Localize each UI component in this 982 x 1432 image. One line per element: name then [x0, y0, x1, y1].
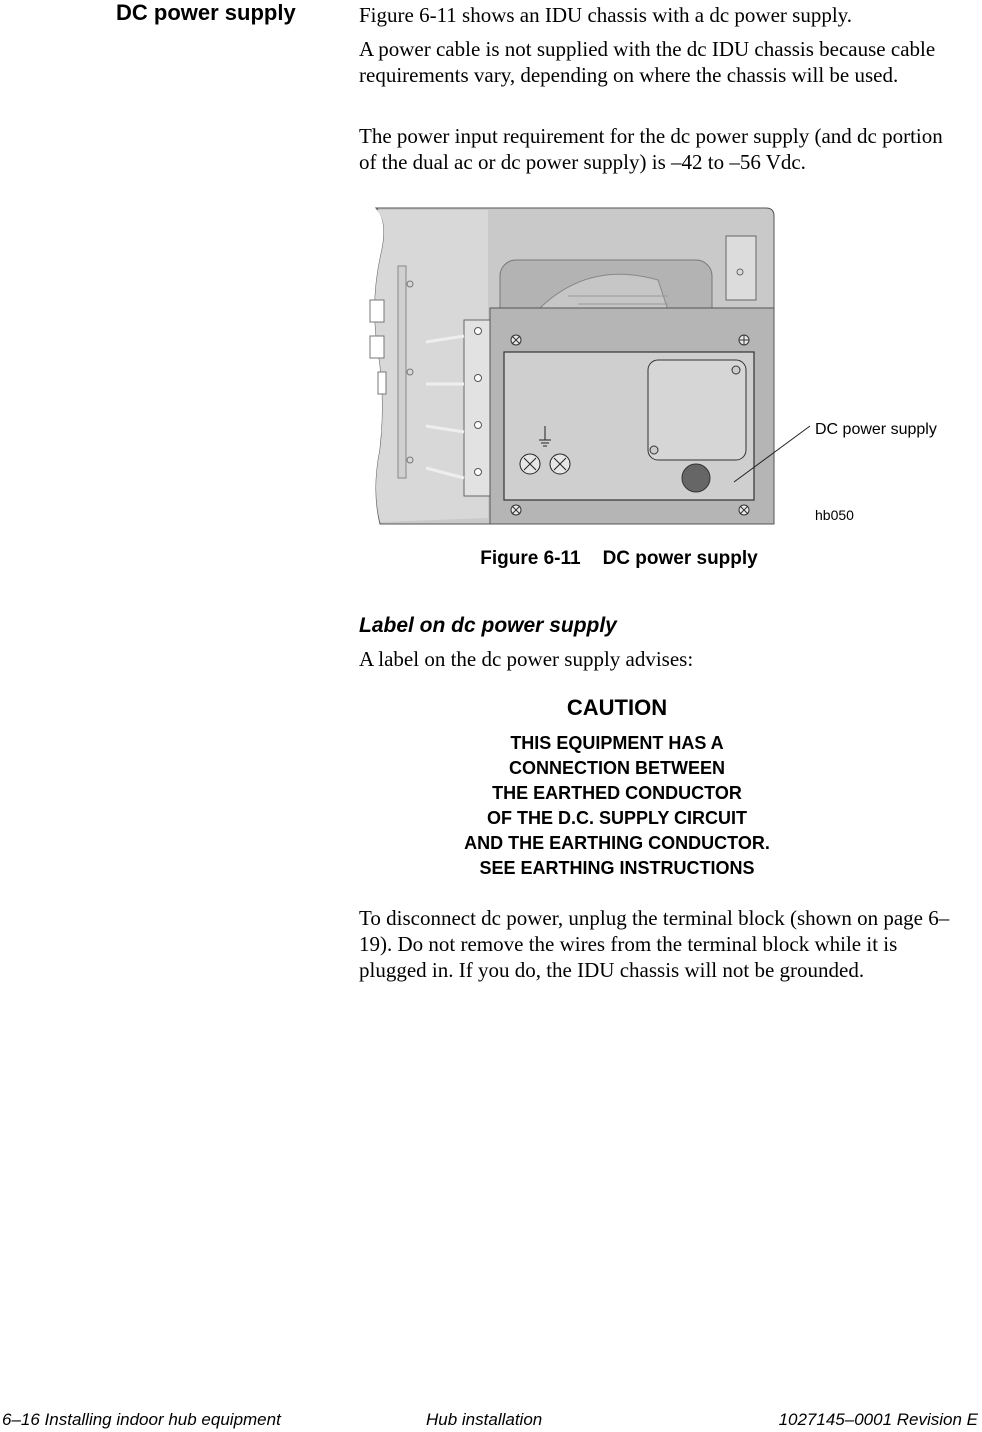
callout-label: DC power supply [815, 421, 937, 438]
slot-cutout [370, 300, 384, 322]
caution-line: THIS EQUIPMENT HAS A [510, 733, 724, 753]
footer-chapter: 6–16 Installing indoor hub equipment [2, 1410, 281, 1429]
caution-line: AND THE EARTHING CONDUCTOR. [464, 833, 770, 853]
footer-doc-number: 1027145–0001 Revision E [778, 1410, 978, 1429]
slot-cutout [378, 372, 386, 394]
caution-line: OF THE D.C. SUPPLY CIRCUIT [486, 808, 748, 828]
access-cover [648, 360, 746, 460]
slot-cutout [370, 336, 384, 358]
label-intro-paragraph: A label on the dc power supply advises: [359, 647, 694, 671]
caution-line: THE EARTHED CONDUCTOR [492, 783, 742, 803]
caution-line: SEE EARTHING INSTRUCTIONS [479, 858, 755, 878]
figure-title: DC power supply [602, 548, 758, 569]
figure-number: Figure 6-11 [480, 548, 581, 569]
figure-id-tag: hb050 [815, 507, 854, 523]
cable-paragraph: A power cable is not supplied with the dc IDU chassis because cable requirements vary, depending on where the chassis will be used. [359, 37, 936, 87]
section-heading: DC power supply [116, 0, 296, 25]
right-bracket [726, 236, 756, 300]
footer-section: Hub installation [426, 1410, 543, 1429]
figure-caption [359, 548, 879, 570]
caution-title: CAUTION [566, 695, 668, 720]
power-requirement-paragraph: The power input requirement for the dc power supply (and dc portion of the dual ac or dc power supply) is –42 to –56 Vdc. [359, 124, 943, 174]
power-connector [682, 464, 710, 492]
disconnect-paragraph: To disconnect dc power, unplug the terminal block (shown on page 6–19). Do not remove the wires from the terminal block while it is plugged in. If you do, the IDU chassis will not be grounded. [359, 906, 950, 982]
label-subheading: Label on dc power supply [359, 614, 617, 637]
dc-power-supply-illustration [368, 200, 968, 530]
rear-rail [398, 266, 406, 478]
intro-paragraph: Figure 6-11 shows an IDU chassis with a dc power supply. [359, 3, 853, 27]
caution-line: CONNECTION BETWEEN [509, 758, 725, 778]
caution-text [359, 731, 875, 881]
